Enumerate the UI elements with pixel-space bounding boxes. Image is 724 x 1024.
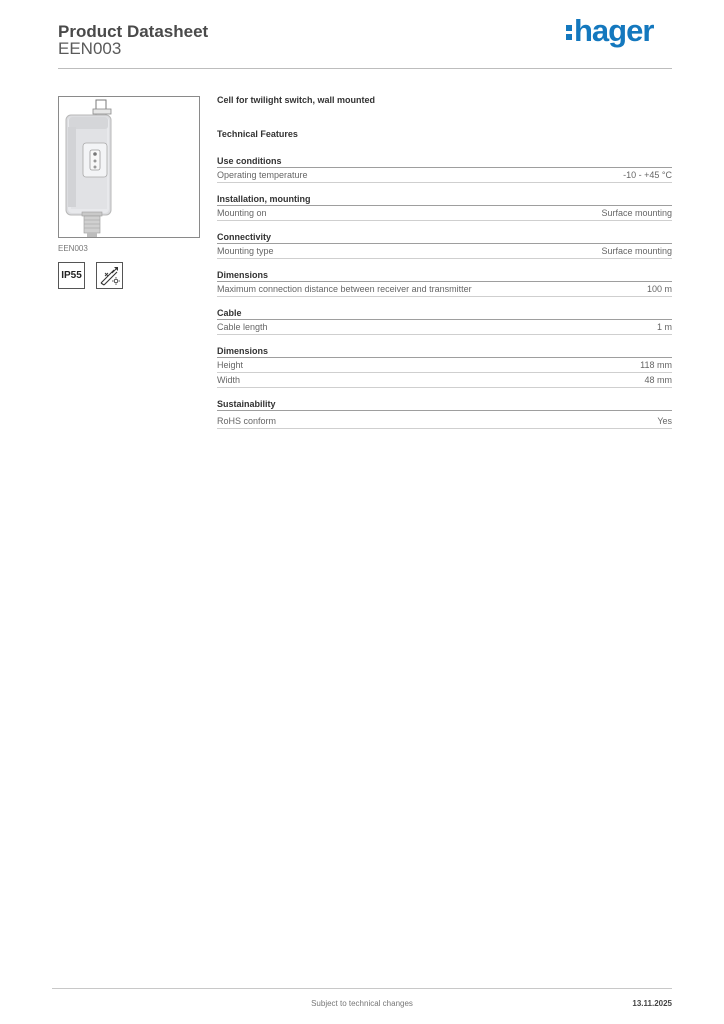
section-connectivity <box>217 231 672 259</box>
section-installation <box>217 193 672 221</box>
twilight-sensor-icon <box>96 262 123 289</box>
spec-value: Surface mounting <box>601 208 672 218</box>
section-title: Installation, mounting <box>217 193 672 206</box>
spec-row <box>217 206 672 221</box>
spec-value: 100 m <box>646 284 672 294</box>
spec-value: -10 - +45 °C <box>623 170 672 180</box>
spec-label: Mounting on <box>217 208 267 218</box>
section-title: Dimensions <box>217 269 672 282</box>
spec-value: Surface mounting <box>601 246 672 256</box>
spec-value: 1 m <box>656 322 672 332</box>
spec-value: 118 mm <box>640 360 672 370</box>
ip-rating-badge: IP55 <box>58 262 85 289</box>
spec-row <box>217 244 672 259</box>
footer-divider <box>52 988 672 989</box>
spec-label: Maximum connection distance between receiver and transmitter <box>217 284 472 294</box>
spec-row <box>217 168 672 183</box>
image-caption: EEN003 <box>58 244 88 253</box>
spec-row <box>217 373 672 388</box>
logo-dots-icon <box>566 20 572 42</box>
spec-label: Width <box>217 375 241 385</box>
spec-row <box>217 282 672 297</box>
spec-row <box>217 320 672 335</box>
spec-label: Height <box>217 360 244 370</box>
page-title: Product Datasheet <box>58 22 209 41</box>
section-title: Connectivity <box>217 231 672 244</box>
spec-label: Operating temperature <box>217 170 308 180</box>
section-sustainability <box>217 398 672 429</box>
section-title: Use conditions <box>217 155 672 168</box>
section-title: Cable <box>217 307 672 320</box>
section-dimensions-size <box>217 345 672 388</box>
footer-note: Subject to technical changes <box>311 999 413 1008</box>
technical-content <box>217 95 672 439</box>
section-use-conditions <box>217 155 672 183</box>
section-title: Dimensions <box>217 345 672 358</box>
section-dimensions-distance <box>217 269 672 297</box>
spec-label: RoHS conform <box>217 416 277 426</box>
spec-label: Mounting type <box>217 246 274 256</box>
section-title: Sustainability <box>217 398 672 411</box>
spec-row <box>217 414 672 429</box>
section-cable <box>217 307 672 335</box>
hager-logo <box>566 13 653 49</box>
spec-label: Cable length <box>217 322 268 332</box>
spec-row <box>217 358 672 373</box>
product-image <box>58 96 200 238</box>
spec-value: Yes <box>657 416 672 426</box>
logo-text: hager <box>574 13 654 48</box>
spec-value: 48 mm <box>644 375 672 385</box>
product-code: EEN003 <box>58 39 122 58</box>
technical-features-heading: Technical Features <box>217 129 298 139</box>
product-description: Cell for twilight switch, wall mounted <box>217 95 376 105</box>
header-divider <box>58 68 672 69</box>
footer-date: 13.11.2025 <box>632 999 672 1008</box>
